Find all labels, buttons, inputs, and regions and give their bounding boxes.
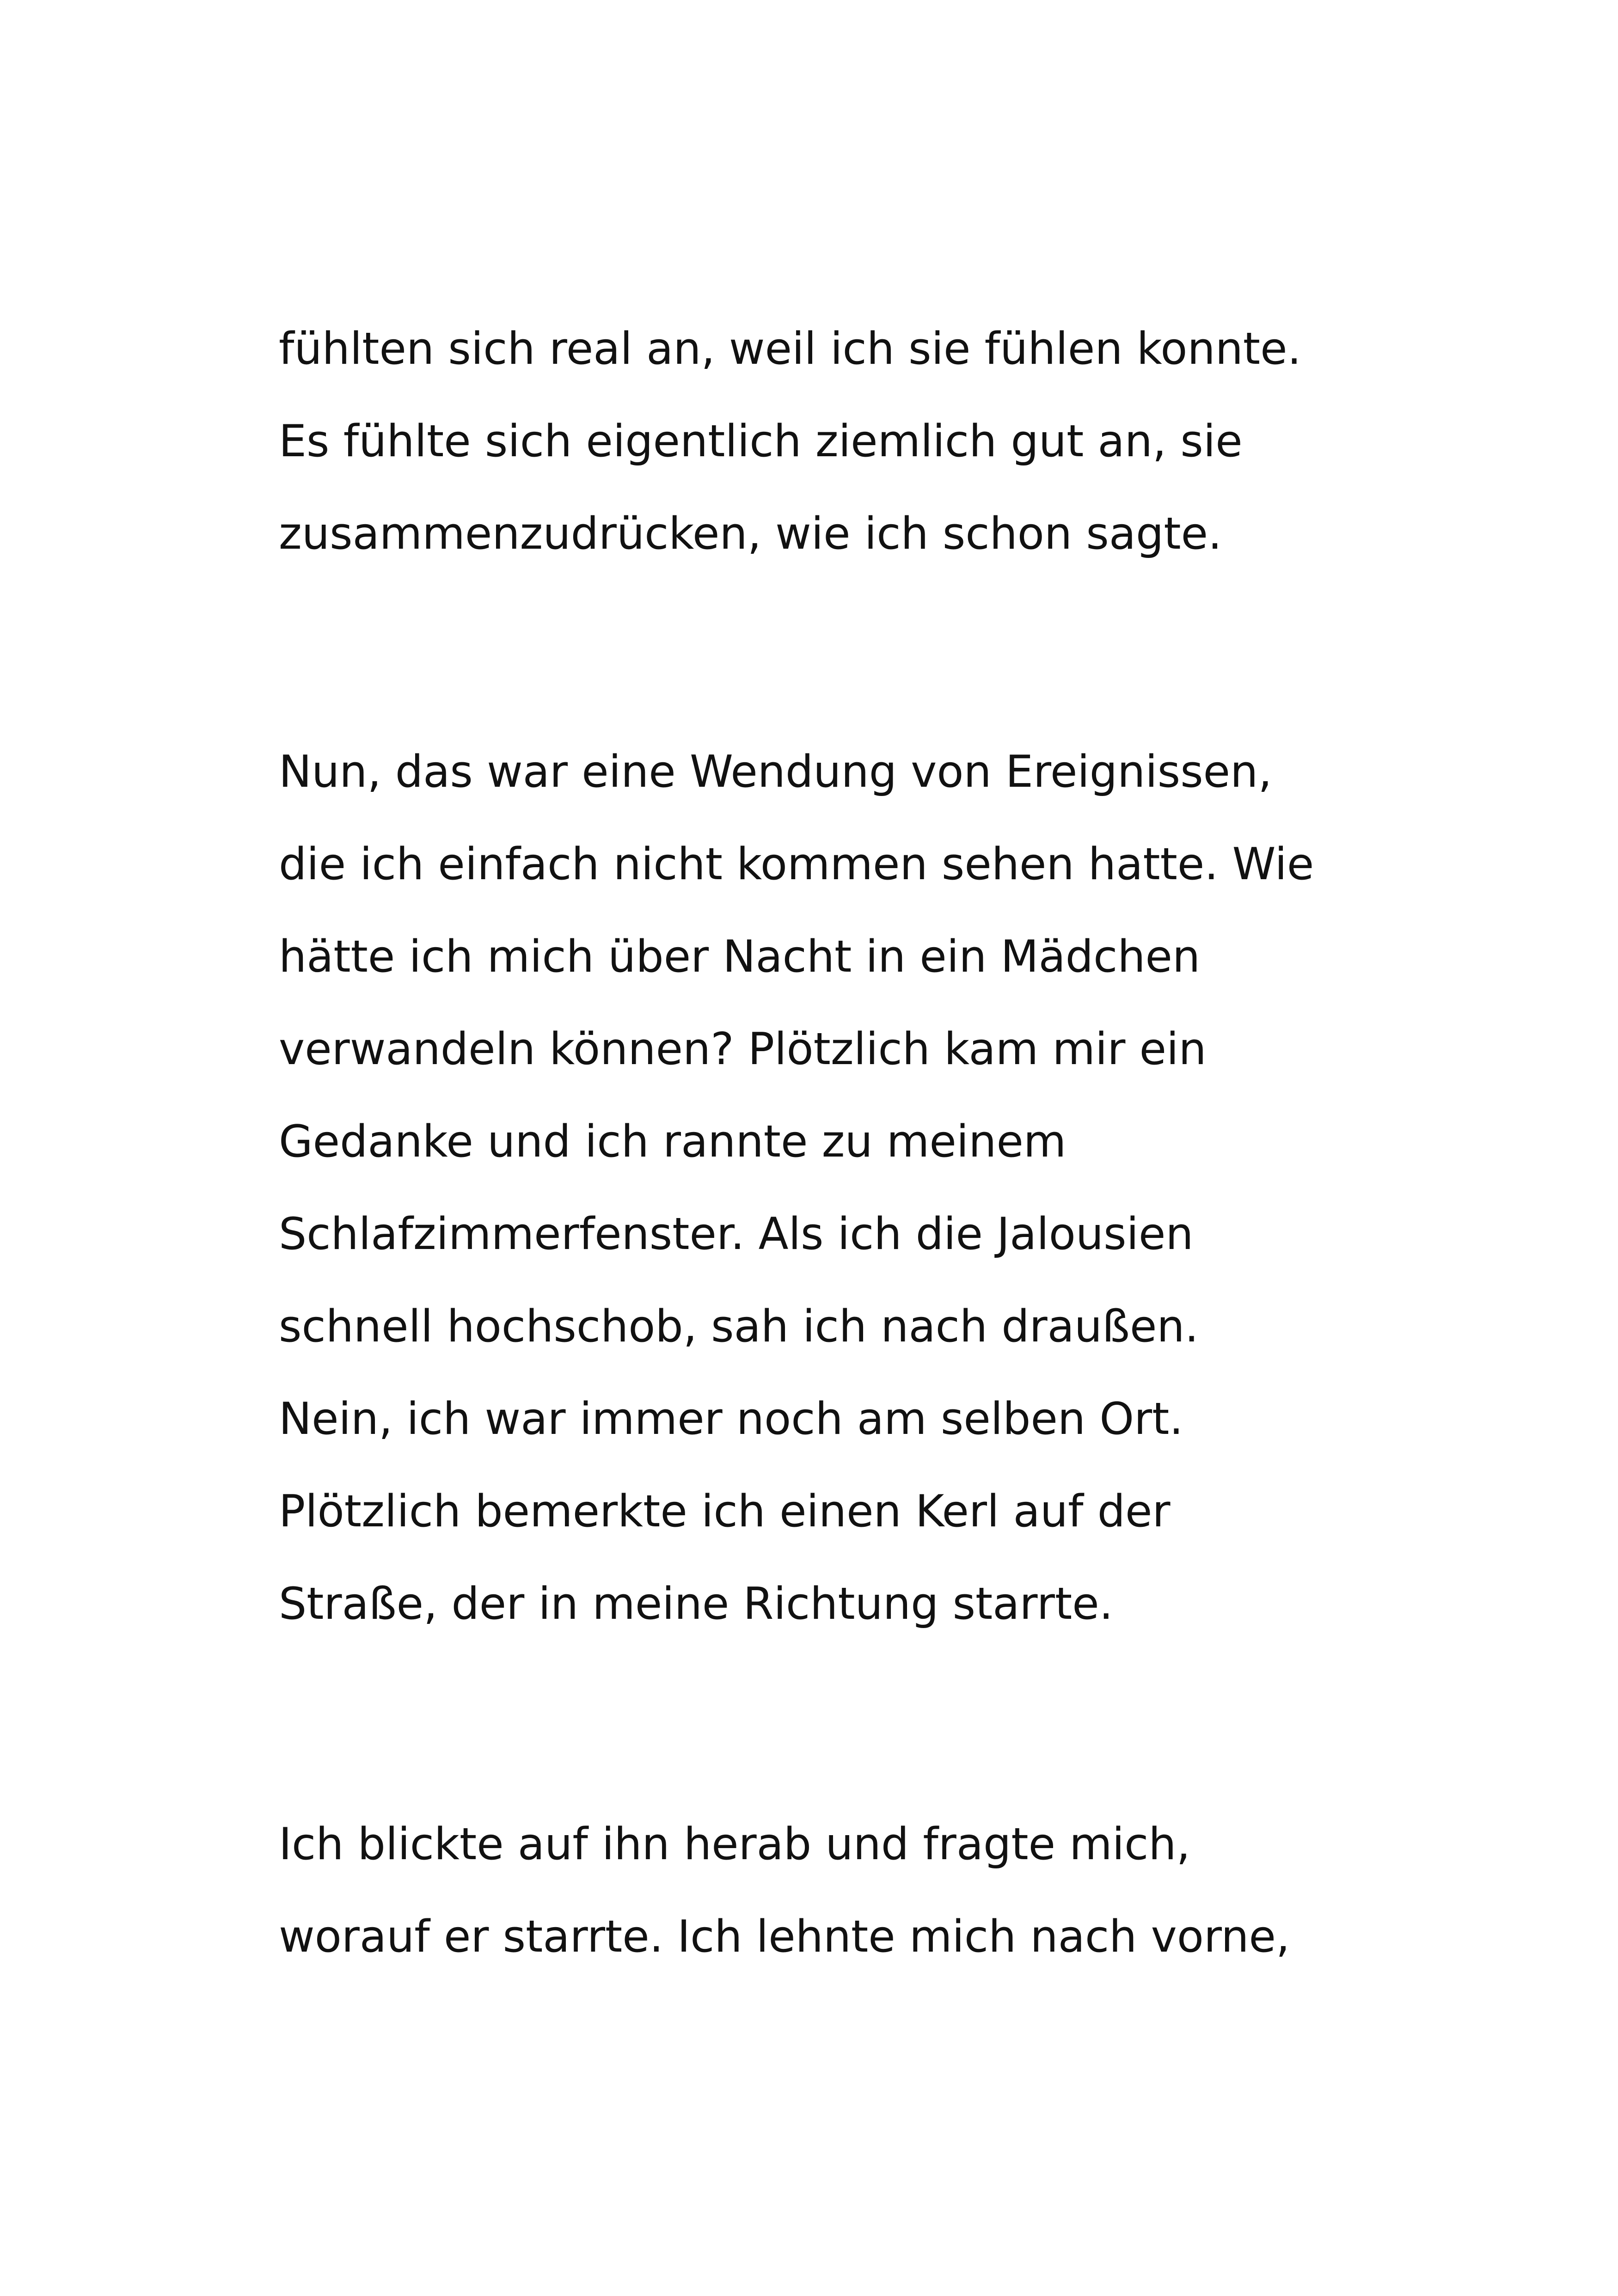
paragraph-line: Nun, das war eine Wendung von Ereignissen, — [279, 747, 1272, 797]
paragraph-line: worauf er starrte. Ich lehnte mich nach vorne, — [279, 1911, 1290, 1962]
paragraph-line: die ich einfach nicht kommen sehen hatte. Wie — [279, 839, 1314, 890]
paragraph-line: fühlten sich real an, weil ich sie fühlen konnte. — [279, 324, 1301, 374]
paragraph-line: hätte ich mich über Nacht in ein Mädchen — [279, 931, 1201, 982]
paragraph-line: Schlafzimmerfenster. Als ich die Jalousien — [279, 1209, 1194, 1260]
paragraph-line: Nein, ich war immer noch am selben Ort. — [279, 1394, 1183, 1445]
paragraph-line: Ich blickte auf ihn herab und fragte mich, — [279, 1819, 1190, 1870]
paragraph-line: verwandeln können? Plötzlich kam mir ein — [279, 1024, 1207, 1075]
paragraph-line: Es fühlte sich eigentlich ziemlich gut an, sie — [279, 416, 1243, 467]
paragraph-line: Gedanke und ich rannte zu meinem — [279, 1116, 1066, 1167]
paragraph-line: zusammenzudrücken, wie ich schon sagte. — [279, 508, 1222, 559]
paragraph-line: schnell hochschob, sah ich nach draußen. — [279, 1301, 1199, 1352]
paragraph-line: Plötzlich bemerkte ich einen Kerl auf der — [279, 1486, 1171, 1537]
paragraph-line: Straße, der in meine Richtung starrte. — [279, 1579, 1113, 1629]
